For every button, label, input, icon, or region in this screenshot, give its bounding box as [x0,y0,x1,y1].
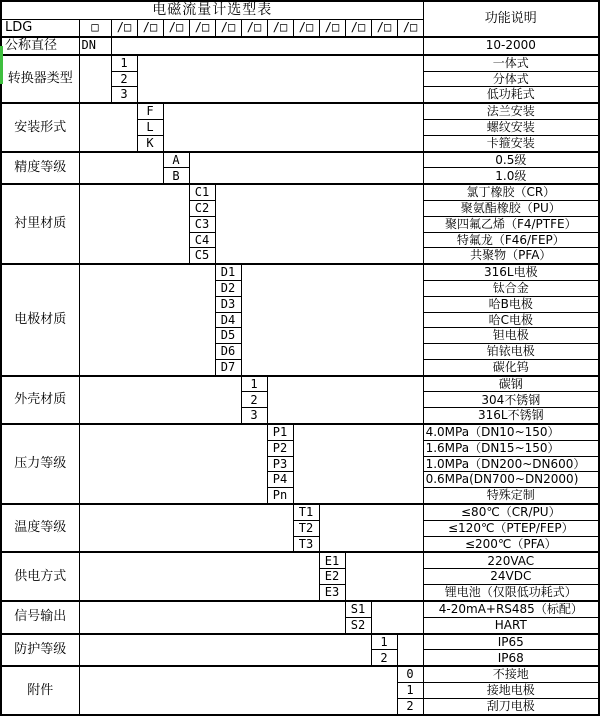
desc-protection-2: IP68 [423,650,599,666]
section-label-signal: 信号输出 [1,601,79,634]
spacer-cell [345,552,423,600]
spacer-cell [215,184,423,264]
section-label-mounting: 安装形式 [1,103,79,151]
section-label-pressure: 压力等级 [1,424,79,504]
desc-power-e2: 24VDC [423,569,599,585]
code-converter-3: 3 [111,87,137,103]
code-slot-4: /□ [189,19,215,37]
code-power-e1: E1 [319,552,345,568]
code-accessory-0: 0 [397,666,423,682]
desc-pressure-p2: 1.6MPa（DN15~150） [423,440,599,456]
spacer-cell [79,152,163,185]
code-slot-1: /□ [111,19,137,37]
code-electrode-d4: D4 [215,312,241,328]
desc-pressure-p4: 0.6MPa(DN700~DN2000) [423,472,599,488]
spacer-cell [293,424,423,504]
section-label-temperature: 温度等级 [1,504,79,552]
spacer-cell [319,504,423,552]
spacer-cell [79,184,189,264]
desc-accessory-2: 刮刀电极 [423,698,599,715]
spacer-cell [189,152,423,185]
desc-pressure-pn: 特殊定制 [423,488,599,504]
code-temp-t2: T2 [293,520,319,536]
code-slot-5: /□ [215,19,241,37]
code-accuracy-a: A [163,152,189,168]
code-housing-2: 2 [241,392,267,408]
code-pressure-p2: P2 [267,440,293,456]
code-converter-2: 2 [111,71,137,87]
section-label-housing: 外壳材质 [1,376,79,424]
desc-liner-c4: 特氟龙（F46/FEP） [423,232,599,248]
code-signal-s1: S1 [345,601,371,617]
code-liner-c5: C5 [189,248,215,264]
code-liner-c3: C3 [189,216,215,232]
code-pressure-p1: P1 [267,424,293,440]
code-slot-6: /□ [241,19,267,37]
desc-accuracy-b: 1.0级 [423,168,599,184]
desc-mount-k: 卡箍安装 [423,135,599,151]
code-electrode-d1: D1 [215,264,241,280]
spacer-cell [79,666,397,715]
spacer-cell [79,55,111,103]
section-label-accessory: 附件 [1,666,79,715]
desc-liner-c3: 聚四氟乙烯（F4/PTFE） [423,216,599,232]
spacer-cell [267,376,423,424]
desc-electrode-d1: 316L电极 [423,264,599,280]
model-prefix: LDG [1,19,79,37]
desc-power-e3: 锂电池（仅限低功耗式） [423,585,599,601]
code-electrode-d7: D7 [215,359,241,375]
code-slot-8: /□ [293,19,319,37]
section-label-electrode: 电极材质 [1,264,79,375]
code-power-e2: E2 [319,569,345,585]
spacer-cell [79,103,137,151]
desc-liner-c2: 聚氨酯橡胶（PU） [423,201,599,217]
desc-protection-1: IP65 [423,634,599,650]
spacer-cell [397,634,423,667]
desc-signal-s1: 4-20mA+RS485（标配） [423,601,599,617]
desc-housing-3: 316L不锈钢 [423,408,599,424]
spacer-cell [371,601,423,634]
desc-accessory-1: 接地电极 [423,683,599,699]
desc-signal-s2: HART [423,617,599,633]
code-protection-1: 1 [371,634,397,650]
code-accessory-1: 1 [397,683,423,699]
spacer-cell [79,504,293,552]
desc-accuracy-a: 0.5级 [423,152,599,168]
desc-temp-t1: ≤80℃（CR/PU） [423,504,599,520]
desc-electrode-d6: 铂铱电极 [423,344,599,360]
code-converter-1: 1 [111,55,137,71]
code-slot-7: /□ [267,19,293,37]
table-title: 电磁流量计选型表 [1,1,423,19]
function-column-header: 功能说明 [423,1,599,37]
spacer-cell [79,376,241,424]
code-slot-11: /□ [371,19,397,37]
code-housing-1: 1 [241,376,267,392]
scan-artifact-green-line [0,46,3,84]
code-mount-k: K [137,135,163,151]
spacer-cell [111,37,423,55]
desc-diameter: 10-2000 [423,37,599,55]
code-dn: DN [79,37,111,55]
code-slot-12: /□ [397,19,423,37]
code-electrode-d6: D6 [215,344,241,360]
code-power-e3: E3 [319,585,345,601]
section-label-liner: 衬里材质 [1,184,79,264]
desc-electrode-d3: 哈B电极 [423,296,599,312]
code-temp-t1: T1 [293,504,319,520]
spacer-cell [241,264,423,375]
section-label-converter: 转换器类型 [1,55,79,103]
desc-housing-1: 碳钢 [423,376,599,392]
desc-power-e1: 220VAC [423,552,599,568]
code-slot-3: /□ [163,19,189,37]
code-electrode-d5: D5 [215,328,241,344]
section-label-protection: 防护等级 [1,634,79,667]
code-electrode-d2: D2 [215,281,241,297]
desc-converter-3: 低功耗式 [423,87,599,103]
spacer-cell [79,424,267,504]
code-liner-c1: C1 [189,184,215,200]
code-liner-c4: C4 [189,232,215,248]
desc-accessory-0: 不接地 [423,666,599,682]
code-slot-9: /□ [319,19,345,37]
desc-electrode-d4: 哈C电极 [423,312,599,328]
section-label-accuracy: 精度等级 [1,152,79,185]
code-liner-c2: C2 [189,201,215,217]
desc-pressure-p1: 4.0MPa（DN10~150） [423,424,599,440]
section-label-power: 供电方式 [1,552,79,600]
desc-pressure-p3: 1.0MPa（DN200~DN600） [423,456,599,472]
code-slot-10: /□ [345,19,371,37]
code-pressure-p3: P3 [267,456,293,472]
code-accuracy-b: B [163,168,189,184]
spacer-cell [79,634,371,667]
code-mount-f: F [137,103,163,119]
desc-electrode-d2: 钛合金 [423,281,599,297]
desc-temp-t3: ≤200℃（PFA） [423,536,599,552]
spacer-cell [163,103,423,151]
code-electrode-d3: D3 [215,296,241,312]
code-slot-2: /□ [137,19,163,37]
desc-converter-1: 一体式 [423,55,599,71]
spacer-cell [79,601,345,634]
spacer-cell [79,264,215,375]
desc-converter-2: 分体式 [423,71,599,87]
code-housing-3: 3 [241,408,267,424]
code-accessory-2: 2 [397,698,423,715]
desc-housing-2: 304不锈钢 [423,392,599,408]
code-pressure-pn: Pn [267,488,293,504]
section-label-diameter: 公称直径 [1,37,79,55]
code-mount-l: L [137,119,163,135]
desc-mount-l: 螺纹安装 [423,119,599,135]
spacer-cell [79,552,319,600]
desc-electrode-d5: 钽电极 [423,328,599,344]
desc-liner-c1: 氯丁橡胶（CR） [423,184,599,200]
spacer-cell [137,55,423,103]
code-signal-s2: S2 [345,617,371,633]
code-temp-t3: T3 [293,536,319,552]
code-pressure-p4: P4 [267,472,293,488]
desc-temp-t2: ≤120℃（PTEP/FEP） [423,520,599,536]
desc-liner-c5: 共聚物（PFA） [423,248,599,264]
code-protection-2: 2 [371,650,397,666]
code-box: □ [79,19,111,37]
desc-electrode-d7: 碳化钨 [423,359,599,375]
desc-mount-f: 法兰安装 [423,103,599,119]
